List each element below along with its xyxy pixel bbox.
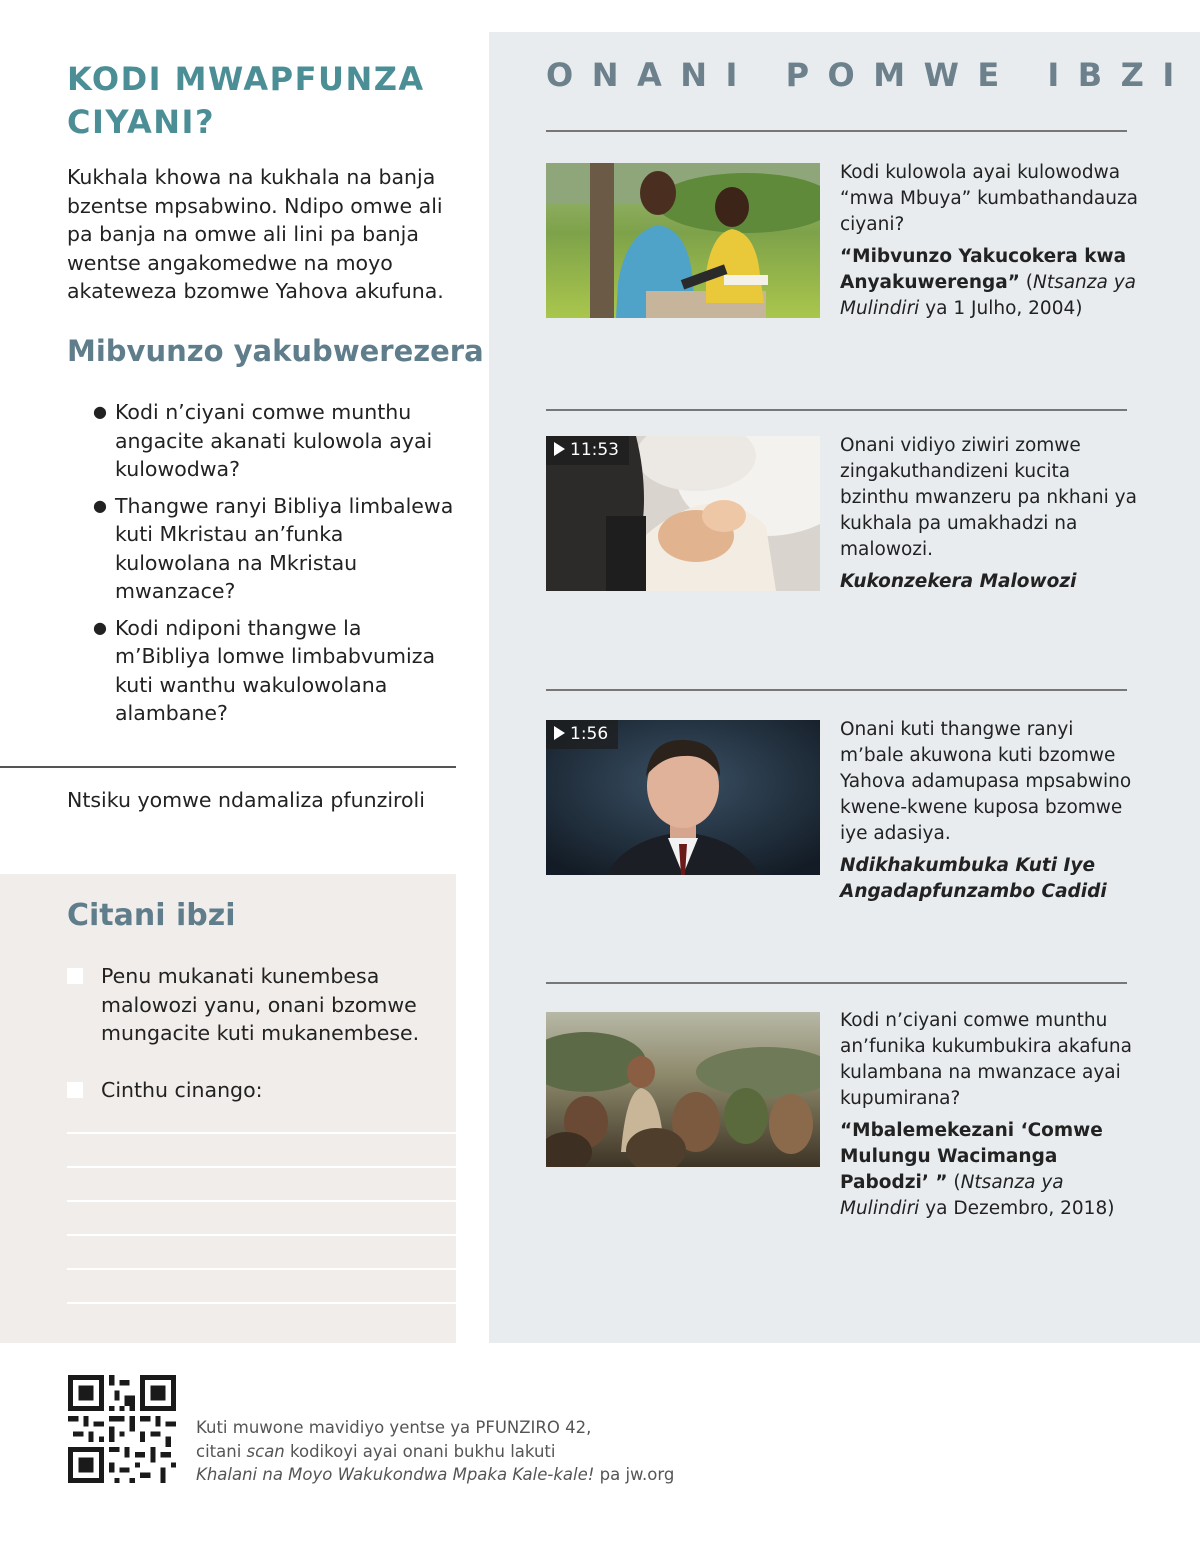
video-title[interactable]: Ndikhakumbuka Kuti Iye Angadapfunzambo Cadidi (840, 855, 1107, 902)
video-duration-badge: 1:56 (546, 720, 618, 749)
footer-note (196, 1416, 796, 1487)
bullet-icon: ● (93, 617, 107, 637)
task-checkbox-item[interactable]: Penu mukanati kunembesa malowozi yanu, onani bzomwe mungacite kuti mukanembese. (67, 962, 437, 1048)
writing-line[interactable] (67, 1302, 456, 1304)
writing-line[interactable] (67, 1132, 456, 1134)
video-duration-badge: 11:53 (546, 436, 629, 465)
list-item: ● Kodi n’ciyani comwe munthu angacite akanati kulowola ayai kulowodwa? (93, 400, 433, 481)
crowd-painting-image (546, 1012, 820, 1167)
tasks-heading: Citani ibzi (67, 898, 236, 933)
related-item-3 (840, 717, 1140, 905)
finish-date-line[interactable] (0, 766, 456, 768)
article-title[interactable]: “Mibvunzo Yakucokera kwa Anyakuwerenga” (840, 246, 1127, 293)
review-questions-heading: Mibvunzo yakubwerezera (67, 334, 484, 368)
finish-date-label: Ntsiku yomwe ndamaliza pfunziroli (67, 788, 425, 812)
play-icon (554, 442, 565, 456)
task-panel (0, 874, 456, 1343)
writing-line[interactable] (67, 1166, 456, 1168)
related-item-text: Kodi n’ciyani comwe munthu an’funika kukumbukira akafuna kulambana na mwanzace ayai kupumirana? (840, 1010, 1132, 1109)
couple-image (546, 163, 820, 318)
checkbox[interactable] (67, 968, 83, 984)
magazine-name: Ntsanza ya Mulindiri (840, 272, 1136, 319)
writing-line[interactable] (67, 1200, 456, 1202)
related-item-text: Kodi kulowola ayai kulowodwa “mwa Mbuya” kumbathandauza ciyani? (840, 162, 1138, 235)
review-questions-list (93, 398, 463, 736)
list-item: ● Thangwe ranyi Bibliya limbalewa kuti Mkristau an’funka kulowolana na Mkristau mwanzace? (93, 493, 454, 603)
footer-line: Kuti muwone mavidiyo yentse ya PFUNZIRO 42, (196, 1418, 592, 1437)
article-reference[interactable]: “Mbalemekezani ‘Comwe Mulungu Wacimanga Pabodzi’ ” (Ntsanza ya Mulindiri ya Dezembro, 2018) (840, 1120, 1115, 1219)
divider (546, 409, 1127, 411)
video-title[interactable]: Kukonzekera Malowozi (840, 571, 1077, 592)
video-thumbnail-wedding[interactable] (546, 436, 820, 591)
related-heading: ONANI POMWE IBZI (546, 56, 1193, 94)
divider (546, 130, 1127, 132)
writing-line[interactable] (67, 1234, 456, 1236)
related-item-1 (840, 160, 1140, 322)
play-icon (554, 726, 565, 740)
lesson-summary-text: Kukhala khowa na kukhala na banja bzentse mpsabwino. Ndipo omwe ali pa banja na omwe ali lini pa banja wentse angakomedwe na moyo akateweza bzomwe Yahova akufuna. (67, 165, 444, 303)
checkbox[interactable] (67, 1082, 83, 1098)
article-title[interactable]: “Mbalemekezani ‘Comwe Mulungu Wacimanga Pabodzi’ ” (840, 1120, 1103, 1193)
qr-code-icon[interactable] (67, 1375, 177, 1483)
video-thumbnail-man[interactable] (546, 720, 820, 875)
list-item: ● Kodi ndiponi thangwe la m’Bibliya lomwe limbabvumiza kuti wanthu wakulowolana alambane? (93, 615, 436, 725)
bullet-icon: ● (93, 402, 107, 421)
divider (546, 689, 1127, 691)
article-reference[interactable]: “Mibvunzo Yakucokera kwa Anyakuwerenga” (Ntsanza ya Mulindiri ya 1 Julho, 2004) (840, 246, 1136, 319)
article-thumbnail-couple[interactable] (546, 163, 820, 318)
task-checkbox-item[interactable]: Cinthu cinango: (67, 1076, 437, 1105)
lesson-summary-heading: KODI MWAPFUNZA CIYANI? (67, 60, 425, 141)
related-item-text: Onani vidiyo ziwiri zomwe zingakuthandizeni kucita bzinthu mwanzeru pa nkhani ya kukhala pa umakhadzi na malowozi. (840, 435, 1137, 560)
divider (546, 982, 1127, 984)
book-title[interactable]: Khalani na Moyo Wakukondwa Mpaka Kale-kale! (196, 1465, 595, 1484)
writing-line[interactable] (67, 1268, 456, 1270)
article-thumbnail-crowd[interactable] (546, 1012, 820, 1167)
related-item-text: Onani kuti thangwe ranyi m’bale akuwona kuti bzomwe Yahova adamupasa mpsabwino kwene-kwene kuposa bzomwe iye adasiya. (840, 719, 1132, 844)
bullet-icon: ● (93, 495, 107, 515)
related-item-4 (840, 1008, 1140, 1222)
footer-line: Khalani na Moyo Wakukondwa Mpaka Kale-kale! pa jw.org (196, 1465, 675, 1484)
footer-line: citani scan kodikoyi ayai onani bukhu lakuti (196, 1441, 556, 1461)
related-item-2 (840, 433, 1140, 595)
magazine-name: Ntsanza ya Mulindiri (840, 1172, 1064, 1219)
